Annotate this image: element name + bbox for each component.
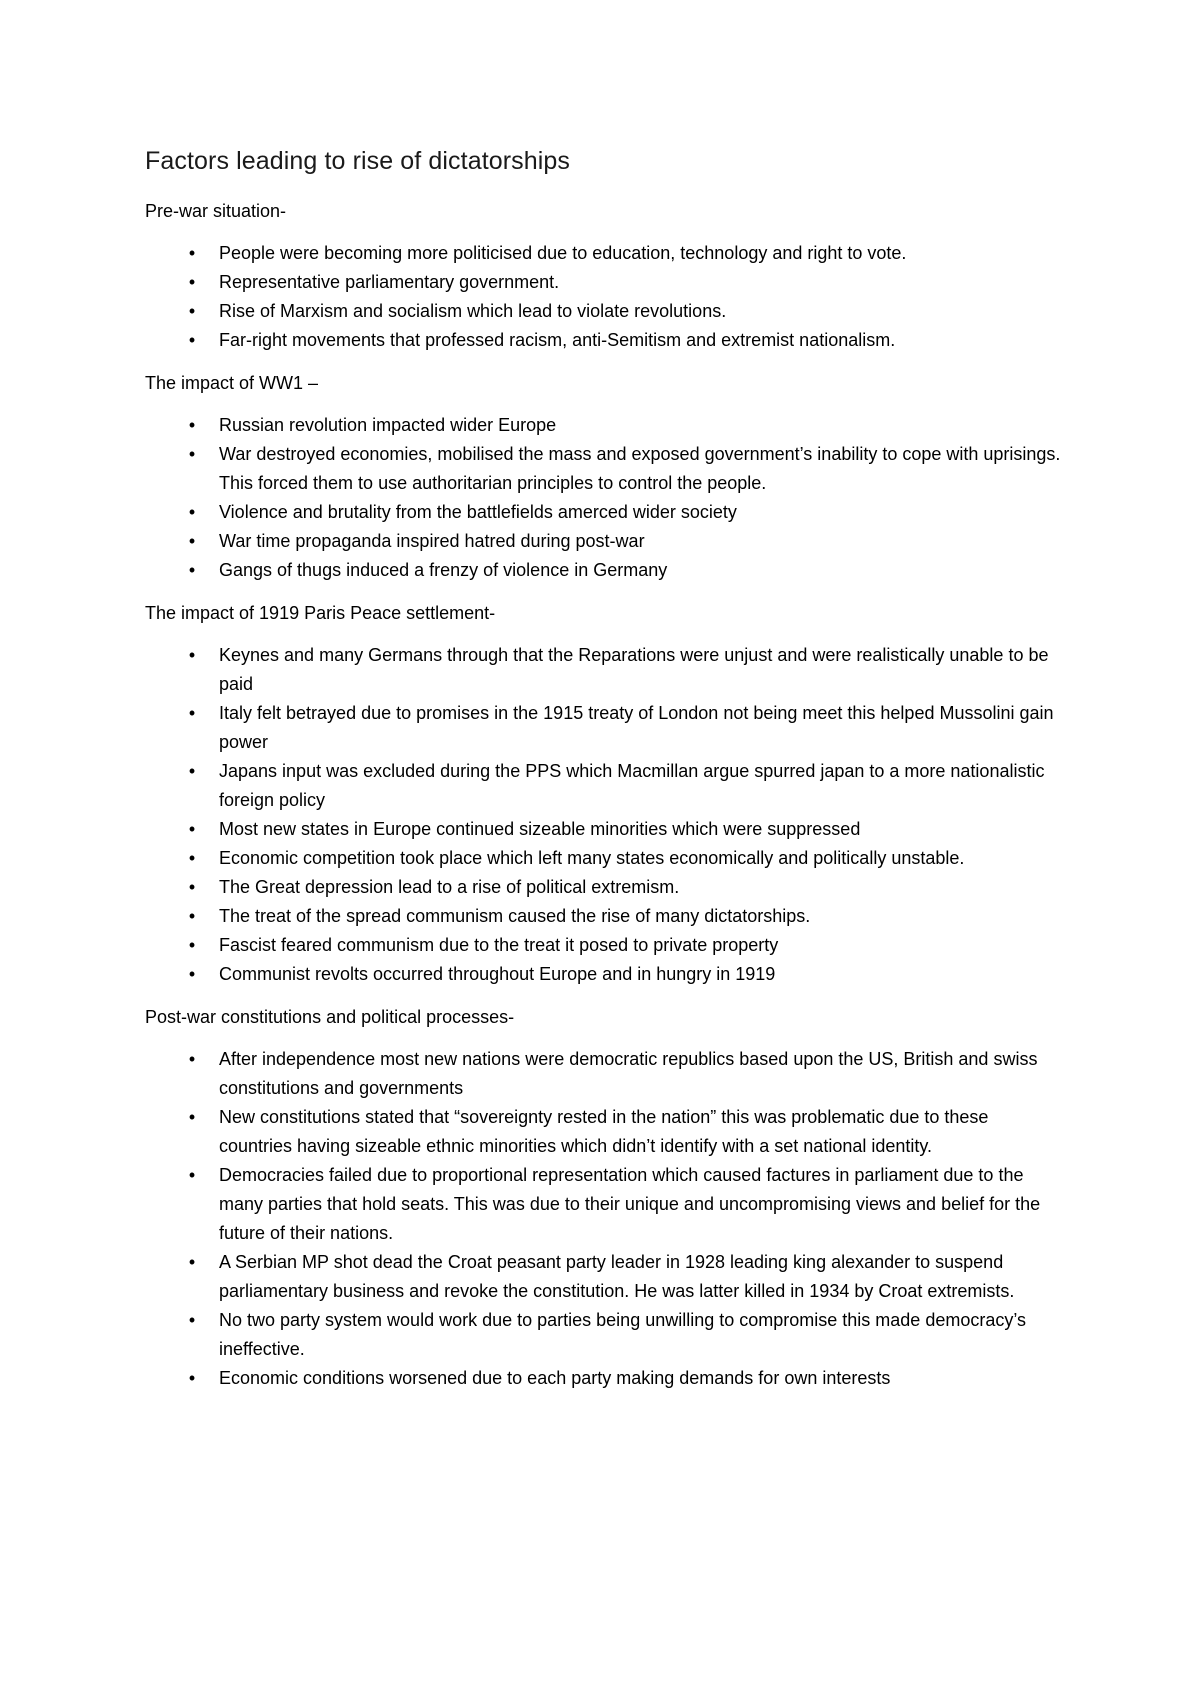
- bullet-item: [145, 440, 1065, 498]
- bullet-text: No two party system would work due to parties being unwilling to compromise this made democracy’s ineffective.: [219, 1310, 1027, 1359]
- bullet-text: Violence and brutality from the battlefields amerced wider society: [219, 502, 737, 522]
- bullet-item: [145, 931, 1065, 960]
- bullet-icon: •: [188, 330, 196, 350]
- bullet-item: [145, 1364, 1065, 1393]
- bullet-icon: •: [188, 645, 196, 665]
- bullet-text: After independence most new nations were democratic republics based upon the US, British and swiss constitutions and governments: [219, 1049, 1038, 1098]
- bullet-icon: •: [188, 1049, 196, 1069]
- bullet-icon: •: [188, 877, 196, 897]
- bullet-icon: •: [188, 1368, 196, 1388]
- bullet-item: [145, 1161, 1065, 1248]
- bullet-item: [145, 556, 1065, 585]
- bullet-item: [145, 527, 1065, 556]
- bullet-icon: •: [188, 415, 196, 435]
- bullet-text: Most new states in Europe continued sizeable minorities which were suppressed: [219, 819, 861, 839]
- section-heading: Pre-war situation-: [145, 201, 287, 221]
- bullet-item: [145, 641, 1065, 699]
- bullet-icon: •: [188, 531, 196, 551]
- bullet-list: [145, 239, 1065, 355]
- bullet-icon: •: [188, 1310, 196, 1330]
- bullet-icon: •: [188, 243, 196, 263]
- bullet-text: People were becoming more politicised due to education, technology and right to vote.: [219, 243, 907, 263]
- bullet-item: [145, 1103, 1065, 1161]
- bullet-item: [145, 757, 1065, 815]
- bullet-icon: •: [188, 1107, 196, 1127]
- bullet-text: Gangs of thugs induced a frenzy of violence in Germany: [219, 560, 668, 580]
- bullet-item: [145, 815, 1065, 844]
- bullet-text: The treat of the spread communism caused the rise of many dictatorships.: [219, 906, 811, 926]
- section-heading: Post-war constitutions and political processes-: [145, 1007, 515, 1027]
- bullet-text: Rise of Marxism and socialism which lead to violate revolutions.: [219, 301, 727, 321]
- bullet-text: A Serbian MP shot dead the Croat peasant party leader in 1928 leading king alexander to suspend parliamentary business and revoke the constitution. He was latter killed in 1934 by Croat extremists.: [219, 1252, 1015, 1301]
- bullet-item: [145, 1248, 1065, 1306]
- bullet-icon: •: [188, 502, 196, 522]
- bullet-text: Democracies failed due to proportional representation which caused factures in parliament due to the many parties that hold seats. This was due to their unique and uncompromising views and belief for the future of their nations.: [219, 1165, 1041, 1243]
- section: [145, 599, 1065, 989]
- section: [145, 197, 1065, 355]
- bullet-item: [145, 1045, 1065, 1103]
- bullet-item: [145, 902, 1065, 931]
- bullet-icon: •: [188, 935, 196, 955]
- bullet-item: [145, 873, 1065, 902]
- bullet-item: [145, 239, 1065, 268]
- bullet-icon: •: [188, 848, 196, 868]
- bullet-text: New constitutions stated that “sovereignty rested in the nation” this was problematic due to these countries having sizeable ethnic minorities which didn’t identify with a set national identity.: [219, 1107, 989, 1156]
- bullet-item: [145, 326, 1065, 355]
- bullet-icon: •: [188, 1165, 196, 1185]
- bullet-text: Economic conditions worsened due to each party making demands for own interests: [219, 1368, 891, 1388]
- document-body: [145, 197, 1065, 1393]
- bullet-item: [145, 844, 1065, 873]
- bullet-text: Russian revolution impacted wider Europe: [219, 415, 557, 435]
- bullet-text: War destroyed economies, mobilised the mass and exposed government’s inability to cope with uprisings. This forced them to use authoritarian principles to control the people.: [219, 444, 1061, 493]
- bullet-list: [145, 1045, 1065, 1393]
- section: [145, 1003, 1065, 1393]
- bullet-icon: •: [188, 301, 196, 321]
- bullet-item: [145, 297, 1065, 326]
- bullet-item: [145, 498, 1065, 527]
- bullet-item: [145, 1306, 1065, 1364]
- bullet-item: [145, 699, 1065, 757]
- bullet-icon: •: [188, 1252, 196, 1272]
- bullet-icon: •: [188, 906, 196, 926]
- bullet-text: Fascist feared communism due to the treat it posed to private property: [219, 935, 779, 955]
- document-title: Factors leading to rise of dictatorships: [145, 147, 571, 175]
- bullet-icon: •: [188, 444, 196, 464]
- bullet-list: [145, 411, 1065, 585]
- bullet-text: Representative parliamentary government.: [219, 272, 560, 292]
- document-page: [145, 145, 1065, 1407]
- bullet-list: [145, 641, 1065, 989]
- bullet-text: The Great depression lead to a rise of political extremism.: [219, 877, 680, 897]
- bullet-text: Communist revolts occurred throughout Europe and in hungry in 1919: [219, 964, 776, 984]
- bullet-icon: •: [188, 761, 196, 781]
- bullet-icon: •: [188, 964, 196, 984]
- bullet-icon: •: [188, 560, 196, 580]
- bullet-item: [145, 268, 1065, 297]
- bullet-text: Italy felt betrayed due to promises in the 1915 treaty of London not being meet this helped Mussolini gain power: [219, 703, 1054, 752]
- bullet-item: [145, 411, 1065, 440]
- bullet-text: Far-right movements that professed racism, anti-Semitism and extremist nationalism.: [219, 330, 896, 350]
- bullet-icon: •: [188, 272, 196, 292]
- bullet-text: Keynes and many Germans through that the Reparations were unjust and were realistically unable to be paid: [219, 645, 1049, 694]
- bullet-text: Economic competition took place which left many states economically and politically unstable.: [219, 848, 965, 868]
- section: [145, 369, 1065, 585]
- section-heading: The impact of WW1 –: [145, 373, 319, 393]
- bullet-icon: •: [188, 703, 196, 723]
- bullet-item: [145, 960, 1065, 989]
- bullet-icon: •: [188, 819, 196, 839]
- section-heading: The impact of 1919 Paris Peace settlement-: [145, 603, 496, 623]
- bullet-text: War time propaganda inspired hatred during post-war: [219, 531, 645, 551]
- bullet-text: Japans input was excluded during the PPS which Macmillan argue spurred japan to a more nationalistic foreign policy: [219, 761, 1045, 810]
